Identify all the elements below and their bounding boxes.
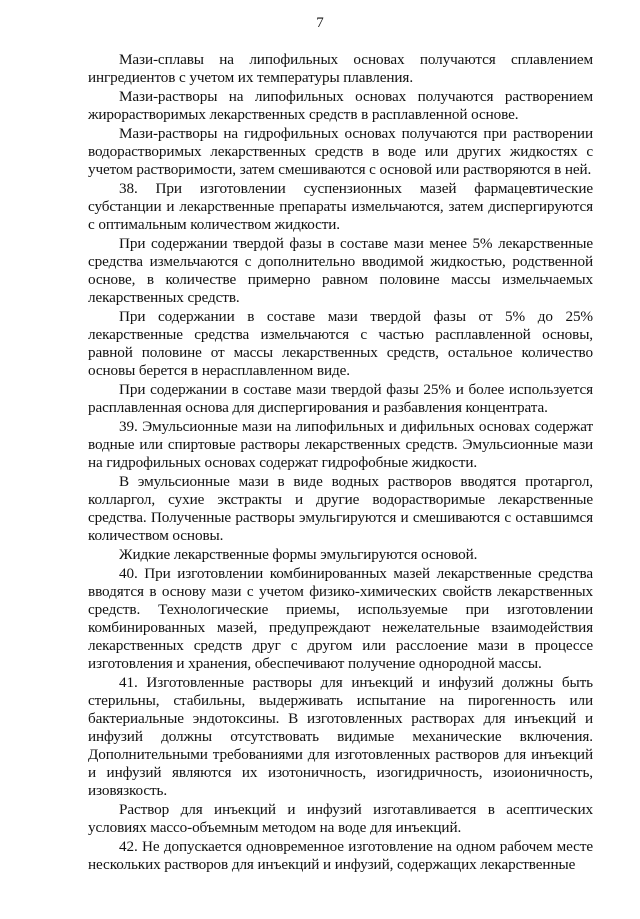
paragraph: При содержании твердой фазы в составе мази менее 5% лекарственные средства измельчаются с дополнительно вводимой жидкостью, родственной основе, в количестве примерно равном половине массы измельчаемых лекарственных средств. — [88, 235, 593, 306]
paragraph: В эмульсионные мази в виде водных растворов вводятся протаргол, колларгол, сухие экстракты и другие водорастворимые лекарственные средства. Полученные растворы эмульгируются и смешиваются с оставшимся количеством основы. — [88, 473, 593, 544]
paragraph: При содержании в составе мази твердой фазы от 5% до 25% лекарственные средства измельчаются с частью расплавленной основы, равной половине от массы лекарственных средств, остальное количество основы берется в нерасплавленном виде. — [88, 308, 593, 379]
document-body — [88, 51, 593, 875]
paragraph: Жидкие лекарственные формы эмульгируются основой. — [119, 546, 478, 563]
paragraph: При содержании в составе мази твердой фазы 25% и более используется расплавленная основа для диспергирования и разбавления концентрата. — [88, 381, 593, 416]
page-number: 7 — [316, 15, 324, 31]
paragraph: 42. Не допускается одновременное изготовление на одном рабочем месте нескольких растворов для инъекций и инфузий, содержащих лекарственные — [88, 838, 593, 873]
paragraph: Мази-растворы на липофильных основах получаются растворением жирорастворимых лекарственных средств в расплавленной основе. — [88, 88, 593, 123]
paragraph: 41. Изготовленные растворы для инъекций и инфузий должны быть стерильны, стабильны, выдерживать испытание на пирогенность или бактериальные эндотоксины. В изготовленных растворах для инъекций и инфузий должны отсутствовать видимые механические включения. Дополнительными требованиями для изготовленных растворов для инъекций и инфузий являются их изотоничность, изогидричность, изоионичность, изовязкость. — [88, 674, 593, 799]
paragraph: 40. При изготовлении комбинированных мазей лекарственные средства вводятся в основу мази с учетом физико-химических свойств лекарственных средств. Технологические приемы, используемые при изготовлении комбинированных мазей, предупреждают нежелательные взаимодействия лекарственных средств друг с другом или расслоение мази в процессе изготовления и хранения, обеспечивают получение однородной массы. — [88, 565, 593, 672]
paragraph: Раствор для инъекций и инфузий изготавливается в асептических условиях массо-объемным методом на воде для инъекций. — [88, 801, 593, 836]
paragraph: Мази-растворы на гидрофильных основах получаются при растворении водорастворимых лекарственных средств в воде или других жидкостях с учетом растворимости, затем смешиваются с основой или растворяются в ней. — [88, 125, 593, 178]
paragraph: Мази-сплавы на липофильных основах получаются сплавлением ингредиентов с учетом их температуры плавления. — [88, 51, 593, 86]
paragraph: 38. При изготовлении суспензионных мазей фармацевтические субстанции и лекарственные препараты измельчаются, затем диспергируются с оптимальным количеством жидкости. — [88, 180, 593, 233]
paragraph: 39. Эмульсионные мази на липофильных и дифильных основах содержат водные или спиртовые растворы лекарственных средств. Эмульсионные мази на гидрофильных основах содержат гидрофобные жидкости. — [88, 418, 593, 471]
